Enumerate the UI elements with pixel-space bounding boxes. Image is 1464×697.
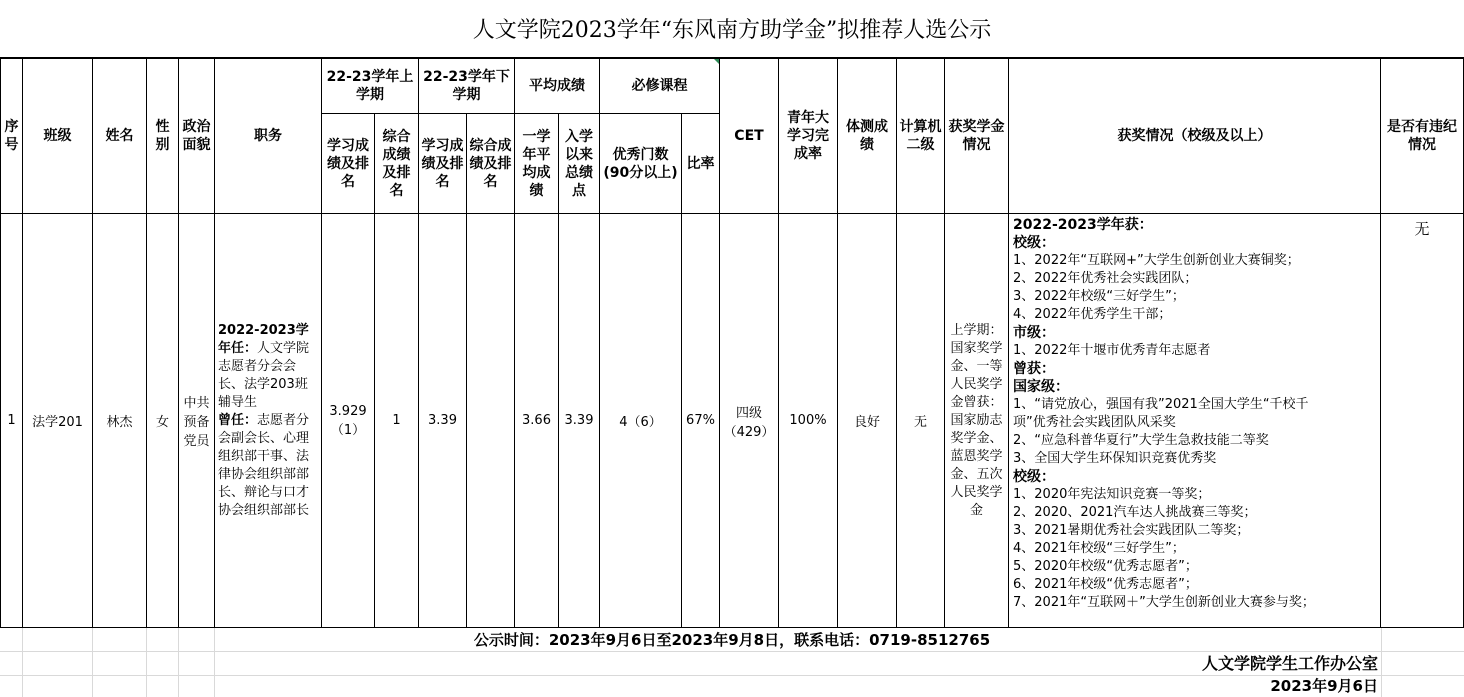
cell-youth: 100% <box>779 214 838 628</box>
office-name: 人文学院学生工作办公室 <box>1201 654 1378 673</box>
award-line: 校级： <box>1013 469 1055 485</box>
header-pe: 体测成绩 <box>838 59 897 214</box>
header-total-gpa: 入学以来总绩点 <box>559 114 600 214</box>
header-required <box>600 59 720 114</box>
comment-marker-icon <box>714 59 719 64</box>
header-sem1: 22-23学年上学期 <box>322 59 419 114</box>
header-required-label: 必修课程 <box>631 78 688 94</box>
header-avg: 平均成绩 <box>515 59 600 114</box>
page-title: 人文学院2023学年“东风南方助学金”拟推荐人选公示 <box>0 0 1464 58</box>
cell-sem1-comp: 1 <box>375 214 419 628</box>
header-awards: 获奖情况（校级及以上） <box>1009 59 1381 214</box>
header-cet: CET <box>720 59 779 214</box>
cell-cet: 四级（429） <box>720 214 779 628</box>
cell-name: 林杰 <box>93 214 147 628</box>
table-row <box>1 214 1464 628</box>
award-line: 项”优秀社会实践团队风采奖 <box>1013 415 1176 430</box>
header-youth: 青年大学习完成率 <box>779 59 838 214</box>
cell-class: 法学201 <box>23 214 93 628</box>
awards-list <box>1013 216 1376 612</box>
position-year-label: 2022-2023学年任： <box>218 322 309 356</box>
header-scholarship: 获奖学金情况 <box>945 59 1009 214</box>
cell-ratio: 67% <box>682 214 720 628</box>
header-sem2-study: 学习成绩及排名 <box>419 114 467 214</box>
cell-pe: 良好 <box>838 214 897 628</box>
cell-sem2-study: 3.39 <box>419 214 467 628</box>
position-past-label: 曾任： <box>218 412 258 428</box>
cell-excellent: 4（6） <box>600 214 682 628</box>
award-line: 国家级： <box>1013 379 1069 395</box>
cell-political: 中共预备党员 <box>179 214 215 628</box>
notice-text: 公示时间：2023年9月6日至2023年9月8日，联系电话：0719-8512765 <box>473 631 991 649</box>
award-line: 2、“应急科普华夏行”大学生急救技能二等奖 <box>1013 433 1269 448</box>
award-line: 6、2021年校级“优秀志愿者”； <box>1013 577 1198 592</box>
cell-sem1-study: 3.929（1） <box>322 214 375 628</box>
header-political: 政治面貌 <box>179 59 215 214</box>
cell-seq: 1 <box>1 214 23 628</box>
cell-gender: 女 <box>147 214 179 628</box>
header-sem2-comp: 综合成绩及排名 <box>467 114 515 214</box>
award-line: 3、全国大学生环保知识竞赛优秀奖 <box>1013 451 1217 466</box>
header-excellent: 优秀门数(90分以上) <box>600 114 682 214</box>
header-seq: 序号 <box>1 59 23 214</box>
header-year-avg: 一学年平均成绩 <box>515 114 559 214</box>
award-line: 3、2022年校级“三好学生”； <box>1013 289 1185 304</box>
award-line: 5、2020年校级“优秀志愿者”； <box>1013 559 1198 574</box>
award-line: 2022-2023学年获： <box>1013 217 1153 233</box>
award-line: 1、“请党放心，强国有我”2021全国大学生“千校千 <box>1013 397 1309 412</box>
notice-date: 2023年9月6日 <box>1270 677 1378 695</box>
header-sem1-comp: 综合成绩及排名 <box>375 114 419 214</box>
header-name: 姓名 <box>93 59 147 214</box>
header-sem2: 22-23学年下学期 <box>419 59 515 114</box>
position-current: 人文学院志愿者分会会长、法学203班辅导生 <box>218 340 310 410</box>
header-gender: 性别 <box>147 59 179 214</box>
cell-total-gpa: 3.39 <box>559 214 600 628</box>
award-line: 4、2022年优秀学生干部； <box>1013 307 1172 322</box>
cell-awards <box>1009 214 1381 628</box>
award-line: 曾获： <box>1013 361 1055 377</box>
header-position: 职务 <box>215 59 322 214</box>
award-line: 4、2021年校级“三好学生”； <box>1013 541 1185 556</box>
header-violation: 是否有违纪情况 <box>1381 59 1464 214</box>
position-past: 志愿者分会副会长、心理组织部干事、法律协会组织部部长、辩论与口才协会组织部部长 <box>218 412 310 518</box>
award-line: 7、2021年“互联网＋”大学生创新创业大赛参与奖； <box>1013 595 1315 610</box>
award-line: 1、2022年“互联网+”大学生创新创业大赛铜奖； <box>1013 253 1300 268</box>
cell-scholarship: 上学期：国家奖学金、一等人民奖学金曾获：国家励志奖学金、蓝恩奖学金、五次人民奖学金 <box>945 214 1009 628</box>
award-line: 3、2021暑期优秀社会实践团队二等奖； <box>1013 523 1250 538</box>
award-line: 校级： <box>1013 235 1055 251</box>
award-line: 1、2020年宪法知识竞赛一等奖； <box>1013 487 1211 502</box>
award-line: 1、2022年十堰市优秀青年志愿者 <box>1013 343 1211 358</box>
cell-year-avg: 3.66 <box>515 214 559 628</box>
candidate-table <box>0 58 1464 628</box>
award-line: 市级： <box>1013 325 1055 341</box>
header-class: 班级 <box>23 59 93 214</box>
cell-position <box>215 214 322 628</box>
header-computer: 计算机二级 <box>897 59 945 214</box>
cell-violation: 无 <box>1381 214 1464 628</box>
award-line: 2、2022年优秀社会实践团队； <box>1013 271 1198 286</box>
cell-computer: 无 <box>897 214 945 628</box>
award-line: 2、2020、2021汽车达人挑战赛三等奖； <box>1013 505 1257 520</box>
header-sem1-study: 学习成绩及排名 <box>322 114 375 214</box>
header-ratio: 比率 <box>682 114 720 214</box>
cell-sem2-comp <box>467 214 515 628</box>
